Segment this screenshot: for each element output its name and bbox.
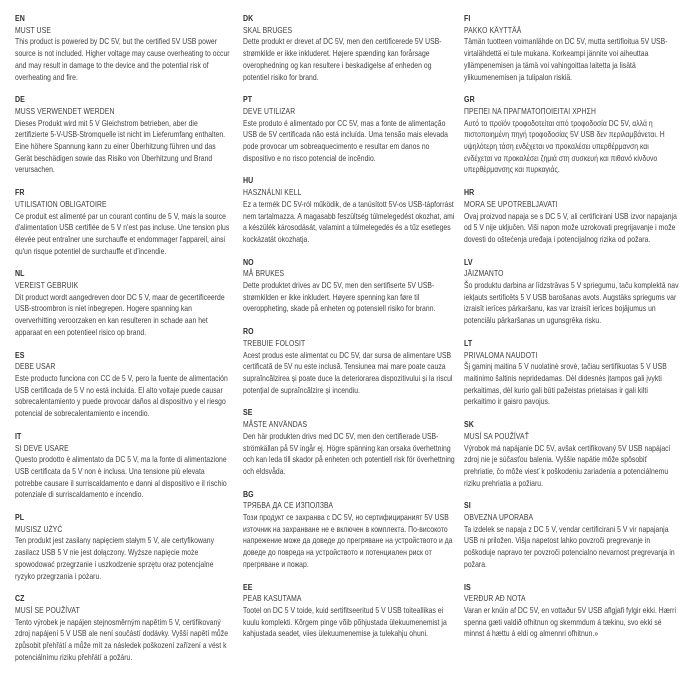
language-section-nl [15,268,230,338]
language-section-no [243,257,458,316]
language-section-hr [464,187,679,246]
language-code-label: ES [15,349,25,360]
section-body-text: Tootel on DC 5 V toide, kuid sertifitseeritud 5 V USB toiteallikas ei kuulu komplekti. Kõrgem pinge võib põhjustada ülekuumenemist ja kahjustada seadet, viies ülekuumenemise ja tulekahju ohuni. [243,604,447,639]
language-section-ro [243,326,458,396]
language-code-label: BG [243,488,254,499]
section-heading: MUSISZ UŻYĆ [15,523,63,534]
section-heading: VERÐUR AÐ NOTA [464,593,526,604]
language-code-label: RO [243,326,254,337]
language-code-label: SE [243,407,253,418]
section-body-text: Výrobok má napájanie DC 5V, avšak certifikovaný 5V USB napájací zdroj nie je súčasťou balenia. Vyššie napätie môže spôsobiť prehriatie, čo môže viesť k poškodeniu zariadenia a potenciálnemu riziku prehriatia a požiaru. [464,442,671,488]
language-code-label: SK [464,419,474,430]
language-section-de [15,94,230,176]
section-heading: OBVEZNA UPORABA [464,512,534,523]
language-section-fr [15,187,230,257]
language-section-dk [243,13,458,83]
language-section-es [15,350,230,420]
language-section-hu [243,175,458,245]
language-section-bg [243,489,458,571]
language-section-si [464,500,679,570]
section-heading: MUSÍ SE POUŽÍVAT [15,604,80,615]
language-section-lt [464,338,679,408]
language-section-fi [464,13,679,83]
section-heading: MUST USE [15,24,52,35]
language-code-label: CZ [15,593,25,604]
language-section-pl [15,512,230,582]
language-code-label: PT [243,94,253,105]
section-body-text: Ta izdelek se napaja z DC 5 V, vendar certificirani 5 V vir napajanja USB ni priložen. Višja napetost lahko povzroči pregrevanje in poškoduje napravo ter povzroči potencialno nevarnost pregrevanja in požara. [464,523,675,569]
section-body-text: Dette produkt er drevet af DC 5V, men den certificerede 5V USB-strømkilde er ikke inkluderet. Højere spænding kan forårsage overophedning og kan resultere i beskadigelse af enheden og potentiel risiko for brand. [243,36,442,82]
language-code-label: HR [464,187,475,198]
language-code-label: NO [243,256,254,267]
section-heading: SI DEVE USARE [15,442,69,453]
language-section-pt [243,94,458,164]
section-body-text: Acest produs este alimentat cu DC 5V, dar sursa de alimentare USB certificată de 5V nu este inclusă. Tensiunea mai mare poate cauza supraîncălzirea și poate duce la deteriorarea dispozitivului și la riscul potențial de supraîncălzire și incendiu. [243,349,453,395]
section-body-text: Šį gaminį maitina 5 V nuolatinė srovė, tačiau sertifikuotas 5 V USB maitinimo šaltinis nepridedamas. Dėl didesnės įtampos gali įvykti perkaitimas, dėl kurio gali būti pažeistas prietaisas ir gali kilti perkaitimo ir gaisro pavojus. [464,361,667,407]
section-body-text: Dit product wordt aangedreven door DC 5 V, maar de gecertificeerde USB-stroombron is niet inbegrepen. Hogere spanning kan oververhitting veroorzaken en kan resulteren in schade aan het apparaat en een potentieel risico op brand. [15,291,225,337]
language-code-label: IS [464,581,471,592]
language-section-lv [464,257,679,327]
language-code-label: LV [464,256,473,267]
section-heading: SKAL BRUGES [243,24,293,35]
section-heading: UTILISATION OBLIGATOIRE [15,198,107,209]
language-section-se [243,407,458,477]
language-code-label: PL [15,512,25,523]
section-heading: DEVE UTILIZAR [243,105,296,116]
section-heading: TREBUIE FOLOSIT [243,337,306,348]
language-code-label: DE [15,94,25,105]
section-heading: MÅSTE ANVÄNDAS [243,419,308,430]
section-heading: ΠΡΕΠΕΙ ΝΑ ΠΡΑΓΜΑΤΟΠΟΙΕΙΤΑΙ ΧΡΗΣΗ [464,105,596,116]
language-code-label: IT [15,430,22,441]
section-heading: MÅ BRUKES [243,268,285,279]
language-column-3 [464,13,679,651]
section-body-text: Ovaj proizvod napaja se s DC 5 V, ali certificirani USB izvor napajanja od 5 V nije uključen. Viši napon može uzrokovati pregrijavanje i može dovesti do oštećenja uređaja i potencijalnog rizika od požara. [464,210,677,244]
language-code-label: HU [243,175,254,186]
language-section-sk [464,419,679,489]
section-heading: JĀIZMANTO [464,268,504,279]
section-body-text: Šo produktu darbina ar līdzstrāvas 5 V spriegumu, taču komplektā nav iekļauts sertificēts 5 V USB barošanas avots. Augstāks spriegums var izraisīt ierīces pārkaršanu, kas var izraisīt ierīces bojājumus un potenciālu pārkaršanas un ugunsgrēka risku. [464,280,679,326]
language-code-label: LT [464,337,473,348]
section-heading: ТРЯБВА ДА СЕ ИЗПОЛЗВА [243,500,334,511]
language-section-ee [243,582,458,641]
section-body-text: Den här produkten drivs med DC 5V, men den certifierade USB-strömkällan på 5V ingår ej. Högre spänning kan orsaka överhettning och kan leda till skador på enheten och potentiell risk för överhettning och eldsvåda. [243,430,455,476]
language-code-label: FR [15,187,25,198]
section-heading: HASZNÁLNI KELL [243,187,302,198]
section-heading: DEBE USAR [15,361,56,372]
section-body-text: Този продукт се захранва с DC 5V, но сертифицираният 5V USB източник на захранване не е включен в комплекта. По-високото напрежение може да доведе до прегряване на устройството и да доведе до повреда на устройството и потенциален риск от прегряване и пожар. [243,512,453,569]
section-body-text: Tämän tuotteen voimanlähde on DC 5V, mutta sertifioitua 5V USB-virtalähdettä ei tule mukana. Korkeampi jännite voi aiheuttaa yllämpenemisen ja tämä voi vahingoittaa laitetta ja lisätä ylikuumenemisen ja tulipalon riskiä. [464,36,668,82]
section-body-text: Ce produit est alimenté par un courant continu de 5 V, mais la source d'alimentation USB certifiée de 5 V n'est pas incluse. Une tension plus élevée peut entraîner une surchauffe et endommager l'appareil, ainsi qu'un risque potentiel de surchauffe et d'incendie. [15,210,230,256]
language-section-is [464,582,679,641]
language-code-label: FI [464,13,471,23]
section-body-text: Ez a termék DC 5V-ról működik, de a tanúsított 5V-os USB-tápforrást nem tartalmazza. A magasabb feszültség túlmelegedést okozhat, ami a készülék károsodását, valamint a túlmelegedés és a tűz esetleges kockázatát okozhatja. [243,198,455,244]
section-heading: PRIVALOMA NAUDOTI [464,349,538,360]
section-body-text: Questo prodotto è alimentato da DC 5 V, ma la fonte di alimentazione USB certificata da 5 V non è inclusa. Una tensione più elevata potrebbe causare il surriscaldamento e danni al dispositivo e il rischio potenziale di surriscaldamento e incendio. [15,454,227,500]
section-body-text: Αυτό το προϊόν τροφοδοτείται από τροφοδοσία DC 5V, αλλά η πιστοποιημένη πηγή τροφοδοσίας 5V USB δεν περιλαμβάνεται. Η υψηλότερη τάση ενδέχεται να προκαλέσει υπερθέρμανση και ενδέχεται να προκαλέσει ζημιά στη συσκευή και πιθανό κίνδυνο υπερθέρμανσης και πυρκαγιάς. [464,117,665,175]
language-section-en [15,13,230,83]
language-code-label: GR [464,94,475,105]
language-code-label: EN [15,13,25,23]
section-heading: MUSÍ SA POUŽÍVAŤ [464,430,529,441]
section-body-text: This product is powered by DC 5V, but the certified 5V USB power source is not included. Higher voltage may cause overheating to occur and may result in damage to the device and the potential risk of overheating and fire. [15,36,230,82]
language-section-gr [464,94,679,176]
language-code-label: NL [15,268,25,279]
section-heading: VEREIST GEBRUIK [15,280,79,291]
language-section-cz [15,593,230,663]
section-body-text: Ten produkt jest zasilany napięciem stałym 5 V, ale certyfikowany zasilacz USB 5 V nie jest dołączony. Wyższe napięcie może spowodować przegrzanie i uszkodzenie sprzętu oraz potencjalne ryzyko przegrzania i pożaru. [15,535,215,581]
section-body-text: Dette produktet drives av DC 5V, men den sertifiserte 5V USB-strømkilden er ikke inkludert. Høyere spenning kan føre til overoppheting, skade på enheten og potensiell risiko for brann. [243,280,436,314]
section-heading: PEAB KASUTAMA [243,593,302,604]
section-heading: PAKKO KÄYTTÄÄ [464,24,522,35]
language-column-2 [243,13,458,651]
language-code-label: DK [243,13,254,23]
language-code-label: EE [243,581,253,592]
section-heading: MORA SE UPOTREBLJAVATI [464,198,558,209]
language-code-label: SI [464,500,471,511]
section-body-text: Este produto é alimentado por CC 5V, mas a fonte de alimentação USB de 5V certificada não está incluída. Uma tensão mais elevada pode provocar um sobreaquecimento e resultar em danos no dispositivo e no risco potencial de incêndio. [243,117,448,163]
language-column-1 [15,13,230,674]
section-body-text: Varan er knúin af DC 5V, en vottaður 5V USB aflgjafi fylgir ekki. Hærri spenna gæti valdið ofhitnun og skemmdum á tækinu, svo ekki sé minnst á hættu á eldi og almennri ofhitnun.» [464,604,677,639]
section-body-text: Dieses Produkt wird mit 5 V Gleichstrom betrieben, aber die zertifizierte 5-V-USB-Stromquelle ist nicht im Lieferumfang enthalten. Eine höhere Spannung kann zu einer Überhitzung führen und das Gerät beschädigen sowie das Risiko von Überhitzung und Brand verursachen. [15,117,226,175]
section-body-text: Este producto funciona con CC de 5 V, pero la fuente de alimentación USB certificada de 5 V no está incluida. El alto voltaje puede causar sobrecalentamiento y puede provocar daños al dispositivo y el riesgo potencial de sobrecalentamiento e incendio. [15,372,228,419]
section-body-text: Tento výrobek je napájen stejnosměrným napětím 5 V, certifikovaný zdroj napájení 5 V USB ale není součástí dodávky. Vyšší napětí může způsobit přehřátí a může mít za následek poškození zařízení a vést k potenciálnímu riziku přehřátí a požáru. [15,616,229,662]
section-heading: MUSS VERWENDET WERDEN [15,105,115,116]
language-section-it [15,431,230,501]
